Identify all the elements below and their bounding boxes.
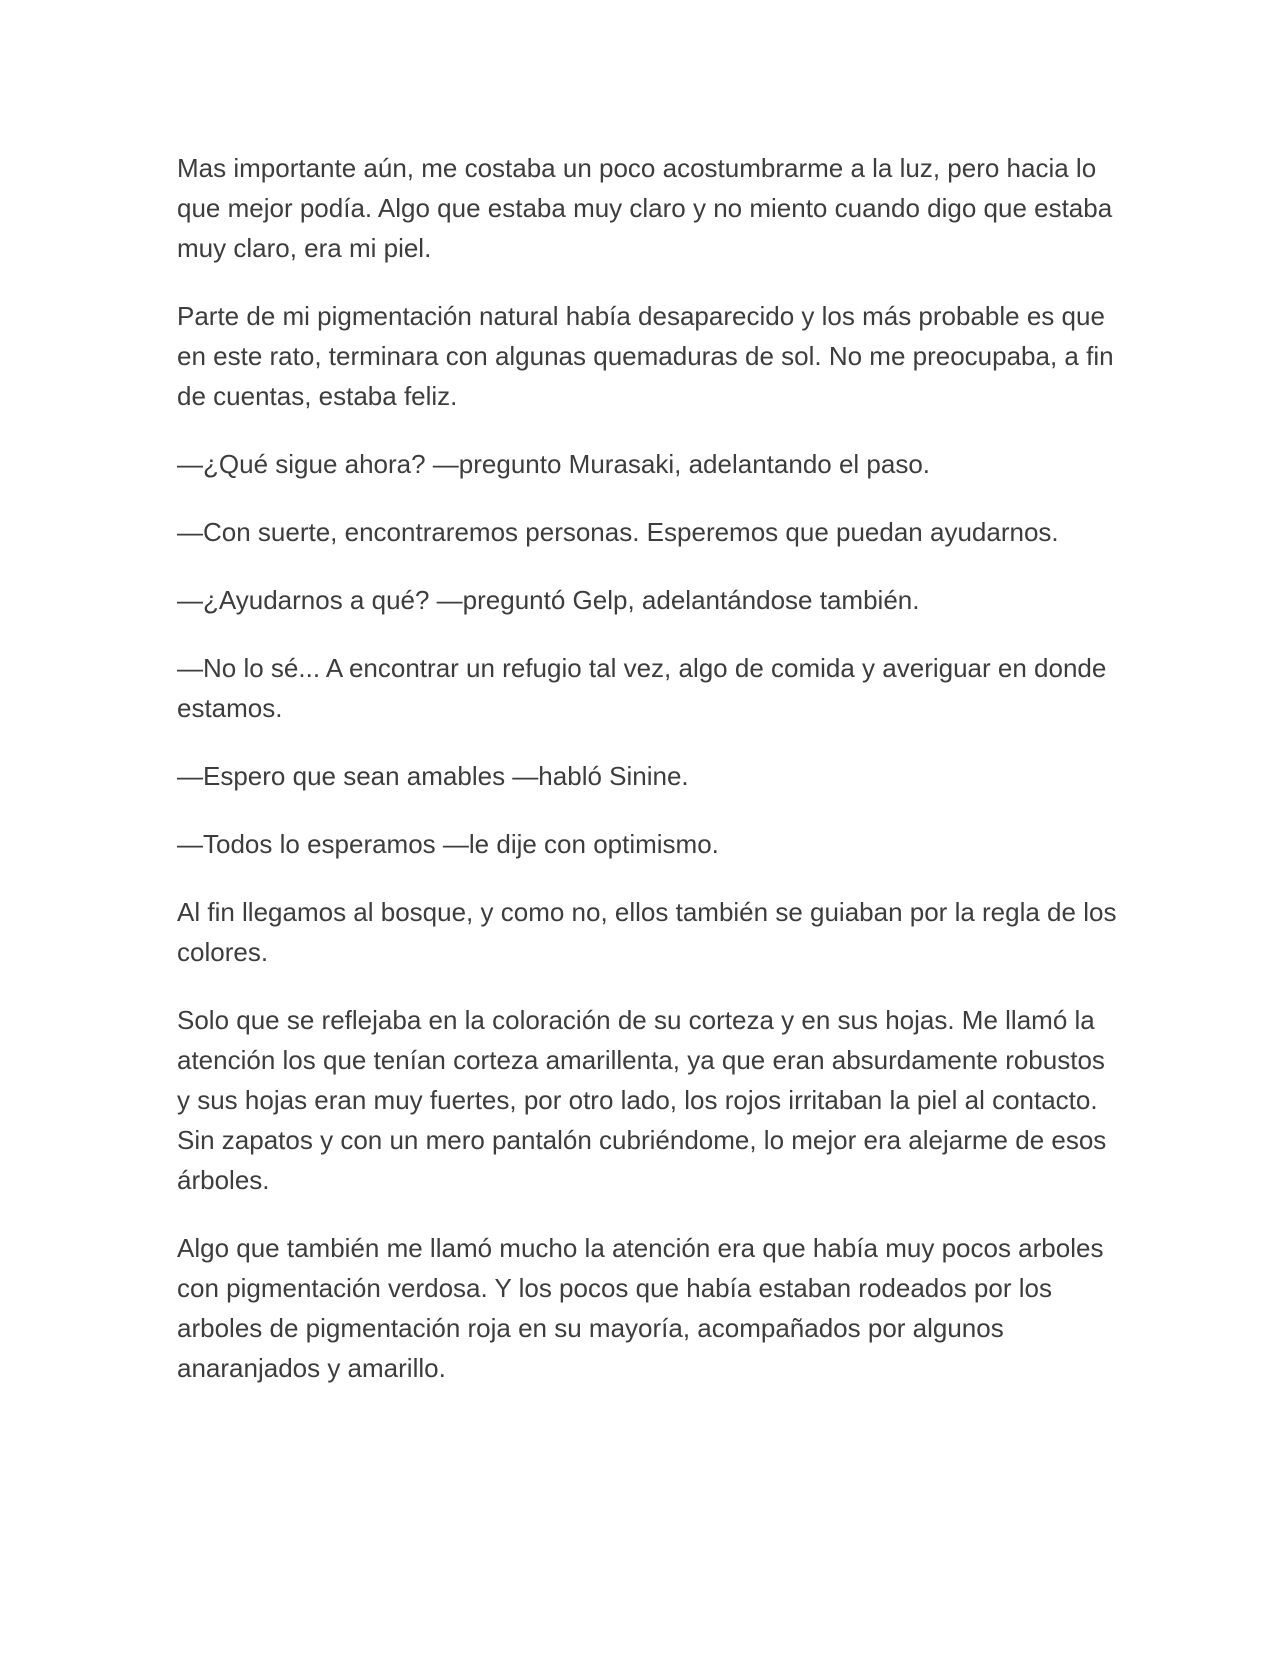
paragraph: —No lo sé... A encontrar un refugio tal vez, algo de comida y averiguar en donde estamos. xyxy=(177,653,1107,723)
paragraph: —¿Qué sigue ahora? —pregunto Murasaki, adelantando el paso. xyxy=(177,449,931,479)
paragraph: Parte de mi pigmentación natural había desaparecido y los más probable es que en este rato, terminara con algunas quemaduras de sol. No me preocupaba, a fin de cuentas, estaba feliz. xyxy=(177,301,1114,411)
paragraph: —Espero que sean amables —habló Sinine. xyxy=(177,761,689,791)
paragraph: —Con suerte, encontraremos personas. Esperemos que puedan ayudarnos. xyxy=(177,517,1059,547)
paragraph: Solo que se reflejaba en la coloración de su corteza y en sus hojas. Me llamó la atención los que tenían corteza amarillenta, ya que eran absurdamente robustos y sus hojas eran muy fuertes, por otro lado, los rojos irritaban la piel al contacto. Sin zapatos y con un mero pantalón cubriéndome, lo mejor era alejarme de esos árboles. xyxy=(177,1005,1107,1195)
document-body xyxy=(177,148,1120,1388)
paragraph: —Todos lo esperamos —le dije con optimismo. xyxy=(177,829,719,859)
paragraph: Algo que también me llamó mucho la atención era que había muy pocos arboles con pigmentación verdosa. Y los pocos que había estaban rodeados por los arboles de pigmentación roja en su mayoría, acompañados por algunos anaranjados y amarillo. xyxy=(177,1233,1104,1383)
paragraph: Al fin llegamos al bosque, y como no, ellos también se guiaban por la regla de los colores. xyxy=(177,897,1117,967)
paragraph: —¿Ayudarnos a qué? —preguntó Gelp, adelantándose también. xyxy=(177,585,920,615)
paragraph: Mas importante aún, me costaba un poco acostumbrarme a la luz, pero hacia lo que mejor podía. Algo que estaba muy claro y no miento cuando digo que estaba muy claro, era mi piel. xyxy=(177,153,1113,263)
